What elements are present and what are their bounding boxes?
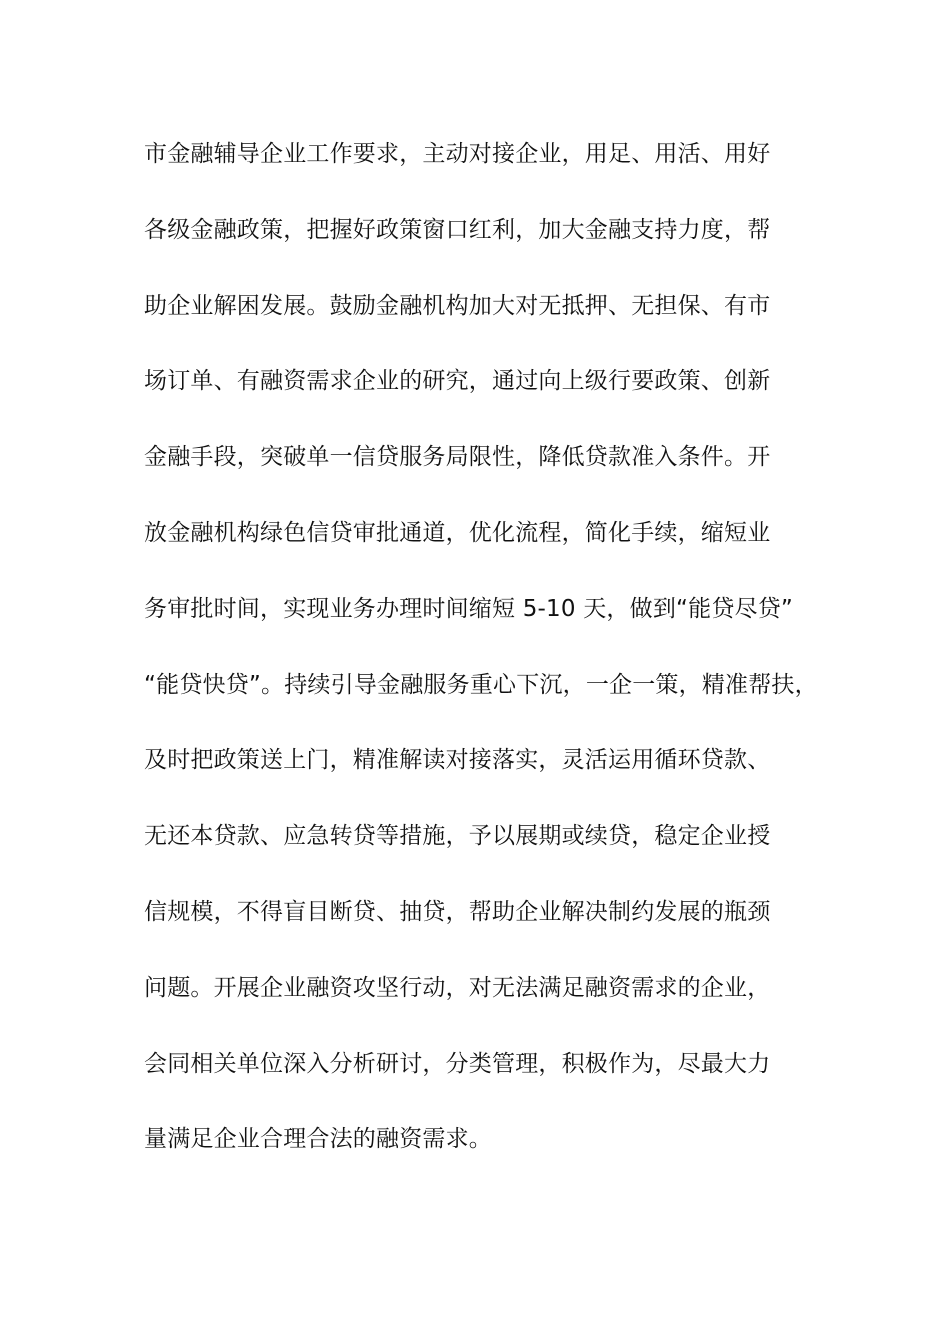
paragraph-line: “能贷快贷”。持续引导金融服务重心下沉，一企一策，精准帮扶，: [144, 671, 818, 698]
paragraph-line: 及时把政策送上门，精准解读对接落实，灵活运用循环贷款、: [144, 747, 771, 774]
paragraph-line: 信规模，不得盲目断贷、抽贷，帮助企业解决制约发展的瓶颈: [144, 898, 771, 925]
paragraph-line: 量满足企业合理合法的融资需求。: [144, 1126, 492, 1153]
paragraph-line: 放金融机构绿色信贷审批通道，优化流程，简化手续，缩短业: [144, 519, 771, 546]
paragraph-line: 各级金融政策，把握好政策窗口红利，加大金融支持力度，帮: [144, 216, 771, 243]
paragraph-line: 助企业解困发展。鼓励金融机构加大对无抵押、无担保、有市: [144, 292, 771, 319]
paragraph-line: 无还本贷款、应急转贷等措施，予以展期或续贷，稳定企业授: [144, 823, 771, 850]
paragraph-line: 务审批时间，实现业务办理时间缩短 5-10 天，做到“能贷尽贷”: [144, 595, 794, 622]
paragraph-line: 市金融辅导企业工作要求，主动对接企业，用足、用活、用好: [144, 141, 771, 167]
paragraph-line: 问题。开展企业融资攻坚行动，对无法满足融资需求的企业，: [144, 974, 771, 1001]
paragraph-line: 会同相关单位深入分析研讨，分类管理，积极作为，尽最大力: [144, 1050, 771, 1077]
body-paragraph: [144, 134, 844, 1195]
paragraph-line: 场订单、有融资需求企业的研究，通过向上级行要政策、创新: [144, 368, 771, 395]
paragraph-line: 金融手段，突破单一信贷服务局限性，降低贷款准入条件。开: [144, 444, 771, 471]
